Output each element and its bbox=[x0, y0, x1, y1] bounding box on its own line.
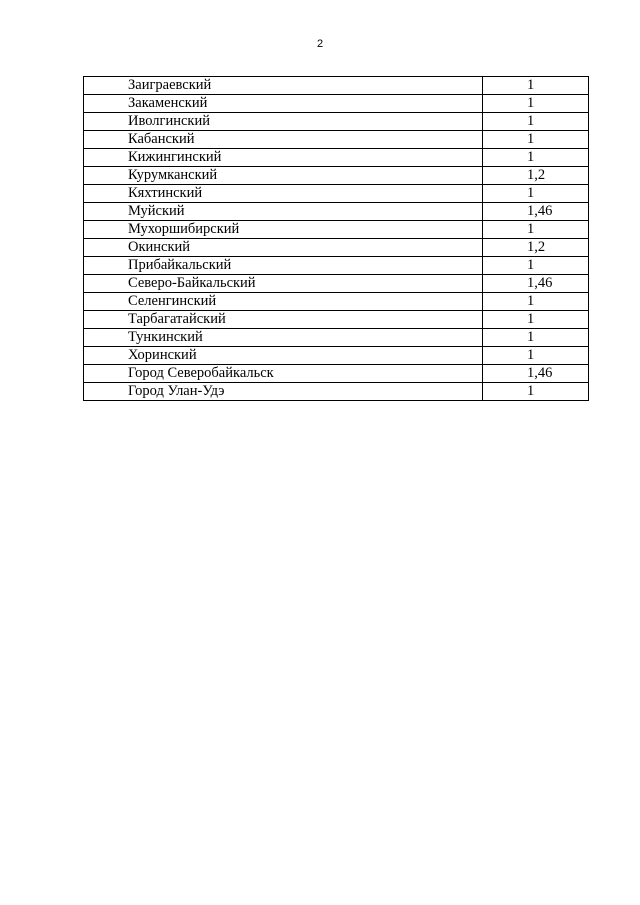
district-name-cell: Кижингинский bbox=[84, 149, 483, 167]
table-row bbox=[84, 149, 589, 167]
district-name-cell: Селенгинский bbox=[84, 293, 483, 311]
coefficient-cell: 1 bbox=[483, 383, 589, 401]
district-name-cell: Город Улан-Удэ bbox=[84, 383, 483, 401]
table-row bbox=[84, 275, 589, 293]
district-name-cell: Заиграевский bbox=[84, 77, 483, 95]
district-name-cell: Мухоршибирский bbox=[84, 221, 483, 239]
coefficient-cell: 1,46 bbox=[483, 275, 589, 293]
table-row bbox=[84, 131, 589, 149]
district-name-cell: Город Северобайкальск bbox=[84, 365, 483, 383]
table-row bbox=[84, 365, 589, 383]
table-row bbox=[84, 311, 589, 329]
district-name-cell: Окинский bbox=[84, 239, 483, 257]
coefficient-cell: 1 bbox=[483, 221, 589, 239]
districts-table-body bbox=[84, 77, 589, 401]
coefficient-cell: 1 bbox=[483, 131, 589, 149]
table-row bbox=[84, 221, 589, 239]
district-name-cell: Северо-Байкальский bbox=[84, 275, 483, 293]
coefficient-cell: 1,46 bbox=[483, 203, 589, 221]
coefficient-cell: 1 bbox=[483, 95, 589, 113]
coefficient-cell: 1 bbox=[483, 311, 589, 329]
district-name-cell: Закаменский bbox=[84, 95, 483, 113]
coefficient-cell: 1 bbox=[483, 257, 589, 275]
coefficient-cell: 1 bbox=[483, 185, 589, 203]
page-number: 2 bbox=[316, 38, 324, 50]
district-name-cell: Курумканский bbox=[84, 167, 483, 185]
coefficient-cell: 1,2 bbox=[483, 167, 589, 185]
district-name-cell: Кяхтинский bbox=[84, 185, 483, 203]
coefficient-cell: 1 bbox=[483, 149, 589, 167]
table-row bbox=[84, 113, 589, 131]
table-row bbox=[84, 347, 589, 365]
district-name-cell: Муйский bbox=[84, 203, 483, 221]
district-name-cell: Прибайкальский bbox=[84, 257, 483, 275]
table-row bbox=[84, 203, 589, 221]
table-row bbox=[84, 293, 589, 311]
district-name-cell: Тарбагатайский bbox=[84, 311, 483, 329]
coefficient-cell: 1 bbox=[483, 293, 589, 311]
coefficient-cell: 1 bbox=[483, 113, 589, 131]
table-row bbox=[84, 239, 589, 257]
district-name-cell: Кабанский bbox=[84, 131, 483, 149]
district-name-cell: Тункинский bbox=[84, 329, 483, 347]
district-name-cell: Иволгинский bbox=[84, 113, 483, 131]
coefficient-cell: 1,2 bbox=[483, 239, 589, 257]
table-row bbox=[84, 383, 589, 401]
coefficient-cell: 1 bbox=[483, 347, 589, 365]
table-row bbox=[84, 185, 589, 203]
table-row bbox=[84, 95, 589, 113]
table-row bbox=[84, 77, 589, 95]
table-row bbox=[84, 257, 589, 275]
table-row bbox=[84, 167, 589, 185]
table-row bbox=[84, 329, 589, 347]
coefficient-cell: 1 bbox=[483, 77, 589, 95]
district-name-cell: Хоринский bbox=[84, 347, 483, 365]
coefficient-cell: 1,46 bbox=[483, 365, 589, 383]
coefficient-cell: 1 bbox=[483, 329, 589, 347]
districts-table bbox=[83, 76, 589, 401]
